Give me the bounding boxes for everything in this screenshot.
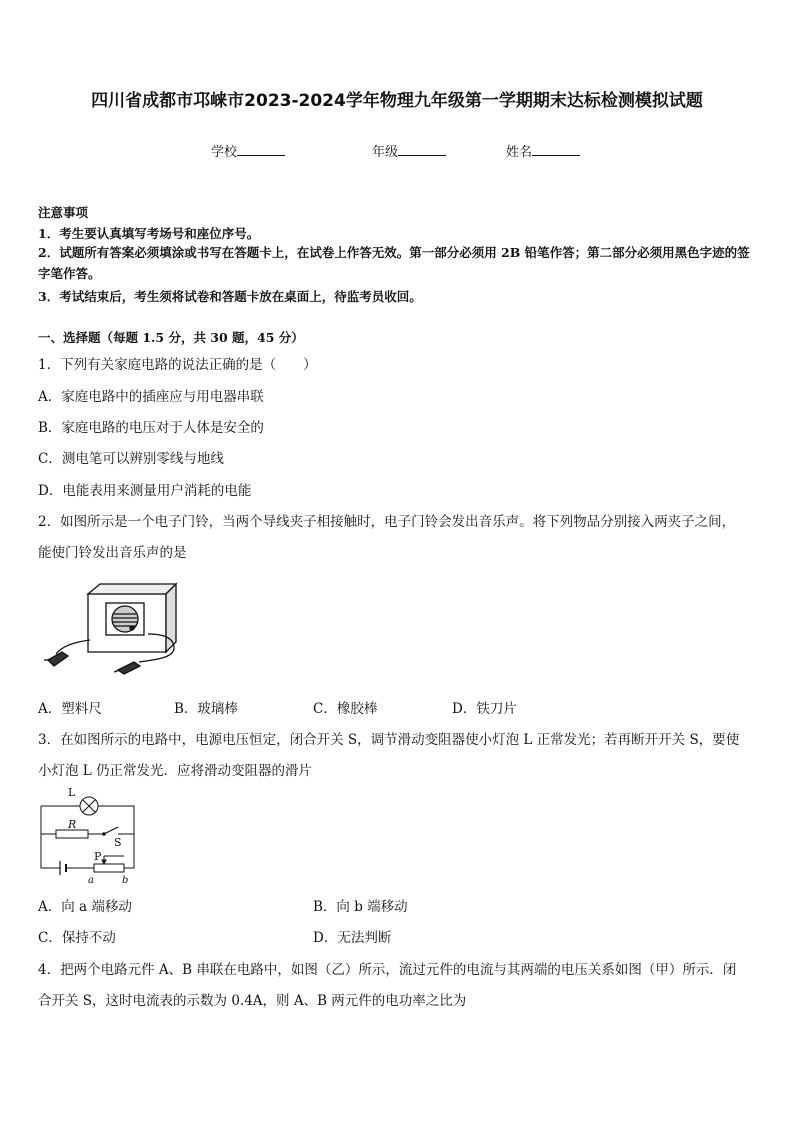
notice-item: 3．考试结束后，考生须将试卷和答题卡放在桌面上，待监考员收回。 — [38, 289, 422, 304]
question-3-stem-cont: 小灯泡 L 仍正常发光．应将滑动变阻器的滑片 — [38, 763, 313, 779]
school-field — [211, 141, 285, 160]
q2-option-c[interactable]: C．橡胶棒 — [313, 701, 378, 717]
question-3-stem: 3．在如图所示的电路中，电源电压恒定，闭合开关 S，调节滑动变阻器使小灯泡 L 正常发光；若再断开开关 S，要使 — [38, 732, 740, 748]
name-label: 姓名 — [506, 145, 533, 160]
page-title: 四川省成都市邛崃市2023-2024学年物理九年级第一学期期末达标检测模拟试题 — [91, 91, 703, 111]
slider-label: P — [94, 850, 102, 863]
q3-option-a[interactable]: A．向 a 端移动 — [38, 899, 132, 915]
name-field — [506, 141, 580, 160]
q3-option-d[interactable]: D．无法判断 — [313, 930, 392, 946]
end-a-label: a — [88, 875, 94, 886]
question-1-stem: 1．下列有关家庭电路的说法正确的是（ ） — [38, 357, 317, 373]
resistor-label: R — [68, 818, 77, 831]
question-2-stem: 2．如图所示是一个电子门铃，当两个导线夹子相接触时，电子门铃会发出音乐声。将下列物品分别接入两夹子之间， — [38, 514, 736, 530]
end-b-label: b — [122, 875, 129, 886]
notice-item: 2．试题所有答案必须填涂或书写在答题卡上，在试卷上作答无效。第一部分必须用 2B 铅笔作答；第二部分必须用黑色字迹的签字笔作答。 — [38, 245, 750, 281]
q2-option-b[interactable]: B．玻璃棒 — [174, 701, 238, 717]
school-label: 学校 — [211, 145, 238, 160]
question-4-stem-cont: 合开关 S，这时电流表的示数为 0.4A，则 A、B 两元件的电功率之比为 — [38, 993, 467, 1009]
q2-option-a[interactable]: A．塑料尺 — [38, 701, 102, 717]
q1-option-c[interactable]: C．测电笔可以辨别零线与地线 — [38, 451, 224, 467]
lamp-label: L — [68, 786, 76, 799]
question-4-stem: 4．把两个电路元件 A、B 串联在电路中，如图（乙）所示，流过元件的电流与其两端的电压关系如图（甲）所示．闭 — [38, 962, 737, 978]
grade-blank — [398, 143, 446, 156]
q3-option-b[interactable]: B．向 b 端移动 — [313, 899, 408, 915]
q2-option-d[interactable]: D．铁刀片 — [452, 701, 517, 717]
name-blank — [532, 143, 580, 156]
section-heading: 一、选择题（每题 1.5 分，共 30 题，45 分） — [38, 330, 304, 345]
school-blank — [237, 143, 285, 156]
notice-heading: 注意事项 — [38, 205, 89, 220]
notice-item: 1．考生要认真填写考场号和座位序号。 — [38, 226, 260, 241]
grade-label: 年级 — [372, 145, 399, 160]
switch-label: S — [114, 836, 122, 849]
grade-field — [372, 141, 446, 160]
q3-option-c[interactable]: C．保持不动 — [38, 930, 116, 946]
q1-option-a[interactable]: A．家庭电路中的插座应与用电器串联 — [38, 389, 264, 405]
q1-option-d[interactable]: D．电能表用来测量用户消耗的电能 — [38, 483, 252, 499]
doorbell-figure — [44, 580, 184, 675]
q1-option-b[interactable]: B．家庭电路的电压对于人体是安全的 — [38, 420, 264, 436]
circuit-diagram — [38, 784, 148, 886]
question-2-stem-cont: 能使门铃发出音乐声的是 — [38, 545, 187, 561]
